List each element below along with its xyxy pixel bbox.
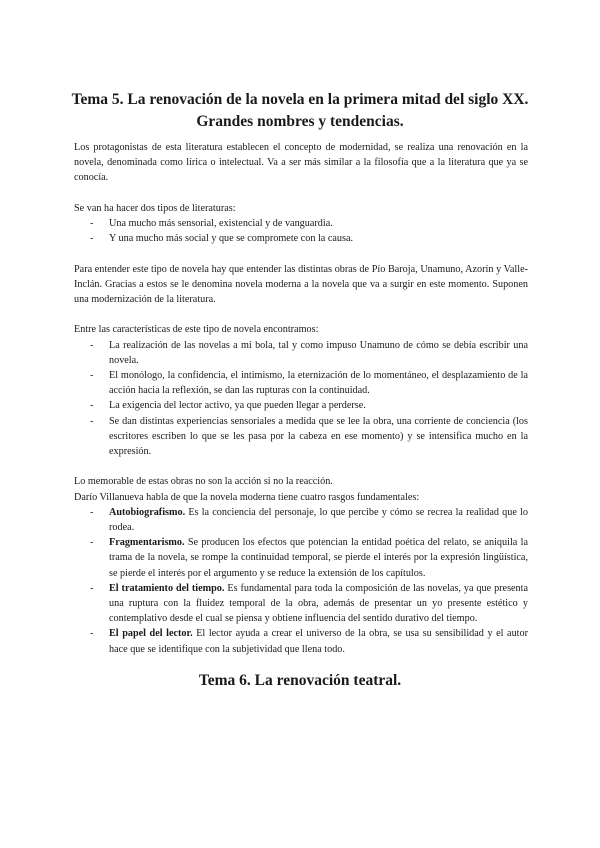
memorable-line: Lo memorable de estas obras no son la acción si no la reacción. [74, 476, 333, 488]
list-item: - Autobiografismo. Es la conciencia del personaje, lo que percibe y cómo se recrea la realidad que lo rodea. [90, 506, 528, 534]
dash-bullet: - [90, 400, 94, 412]
list-item: - El papel del lector. El lector ayuda a crear el universo de la obra, se usa su sensibilidad y el autor hace que se identifique con la subjetividad que llena todo. [90, 628, 528, 655]
page-title: Tema 5. La renovación de la novela en la primera mitad del siglo XX. Grandes nombres y tendencias. [71, 91, 529, 130]
trait-term: El tratamiento del tiempo. [109, 582, 225, 594]
dash-bullet: - [90, 537, 94, 549]
list-item: - El monólogo, la confidencia, el intimismo, la eternización de lo momentáneo, el desplazamiento de la acción hacia la reflexión, se dan las rupturas con la continuidad. [90, 370, 528, 397]
trait-term: Autobiografismo. [109, 506, 186, 518]
dash-bullet: - [90, 628, 94, 640]
list-item: - Fragmentarismo. Se producen los efectos que potencian la entidad poética del relato, se aniquila la trama de la novela, se rompe la continuidad temporal, se pierde el interés por la expresión lingüística, se pierde el interés por el argumento y se reduce la extensión de los capítulos. [90, 537, 528, 579]
dash-bullet: - [90, 370, 94, 381]
list-item: - Se dan distintas experiencias sensoriales a medida que se lee la obra, una corriente de conciencia (los escritores escriben lo que se les pasa por la cabeza en ese momento) y se intensifica mucho en la expresión. [90, 415, 528, 458]
list-item: - La realización de las novelas a mi bola, tal y como impuso Unamuno de cómo se debía escribir una novela. [90, 339, 528, 366]
authors-paragraph: Para entender este tipo de novela hay que entender las distintas obras de Pío Baroja, Unamuno, Azorín y Valle-Inclán. Gracias a estos se le denomina novela moderna a la novela que va a surgir en este momento. Suponen una modernización de la literatura. [74, 263, 528, 305]
dash-bullet: - [90, 218, 94, 229]
traits-list [74, 505, 528, 657]
list-item: - El tratamiento del tiempo. Es fundamental para toda la composición de las novelas, ya que presenta una ruptura con la fluidez temporal de la obra, además de presentar un yo presente estético y contemplativo desde el cual se piensa y obtiene influencia del sentido durativo del tiempo. [90, 582, 529, 625]
intro-paragraph: Los protagonistas de esta literatura establecen el concepto de modernidad, se realiza una renovación en la novela, denominada como lírica o intelectual. Va a ser más similar a la filosofía que a la literatura que ya se conocía. [74, 142, 528, 184]
trait-term: El papel del lector. [109, 628, 193, 640]
types-list [74, 216, 528, 246]
dash-bullet: - [90, 415, 94, 427]
dash-bullet: - [90, 582, 94, 594]
characteristics-intro: Entre las características de este tipo de novela encontramos: [74, 324, 319, 336]
dash-bullet: - [90, 233, 94, 245]
characteristics-list [74, 338, 528, 460]
list-item: - Una mucho más sensorial, existencial y de vanguardia. [74, 216, 528, 231]
dash-bullet: - [90, 339, 94, 351]
section-title-tema-6: Tema 6. La renovación teatral. [198, 672, 402, 689]
dash-bullet: - [90, 506, 94, 518]
trait-term: Fragmentarismo. [109, 537, 185, 549]
types-intro: Se van ha hacer dos tipos de literaturas: [74, 202, 236, 214]
list-item: - Y una mucho más social y que se compromete con la causa. [74, 231, 528, 246]
villanueva-line: Darío Villanueva habla de que la novela moderna tiene cuatro rasgos fundamentales: [74, 491, 420, 503]
document-body [74, 140, 528, 657]
list-item: - La exigencia del lector activo, ya que pueden llegar a perderse. [74, 398, 528, 413]
